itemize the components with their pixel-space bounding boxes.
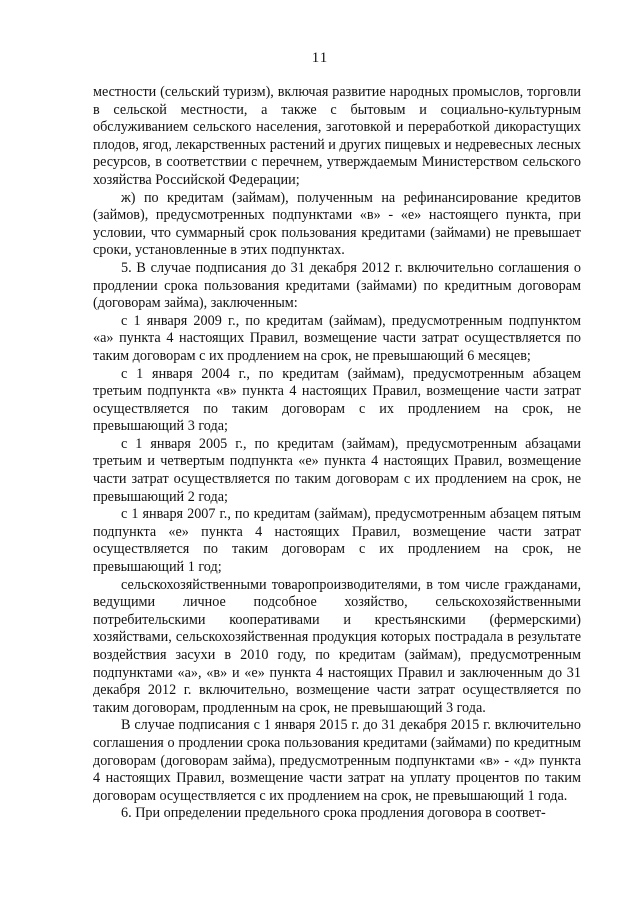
paragraph-item-5: 5. В случае подписания до 31 декабря 2012 г. включительно соглашения о продлении срока пользования кредитами (займами) по кредитным договорам (договорам займа), заключенным: — [93, 259, 581, 312]
paragraph-2005: с 1 января 2005 г., по кредитам (займам), предусмотренным абзацами третьим и четвертым подпункта «е» пункта 4 настоящих Правил, возмещение части затрат осуществляется по таким договорам с их продлением на срок, не превышающий 2 года; — [93, 435, 581, 505]
page-number: 11 — [311, 50, 329, 66]
paragraph-2007: с 1 января 2007 г., по кредитам (займам), предусмотренным абзацем пятым подпункта «е» пункта 4 настоящих Правил, возмещение части затрат осуществляется по таким договорам с их продлением на срок, не превышающий 1 год; — [93, 506, 581, 576]
paragraph-continuation: местности (сельский туризм), включая развитие народных промыслов, торговли в сельской местности, а также с бытовым и социально-культурным обслуживанием сельского населения, заготовкой и переработкой дикорастущих плодов, ягод, лекарственных растений и других пищевых и недревесных лесных ресурсов, в соответствии с перечнем, утверждаемым Министерством сельского хозяйства Российской Федерации; — [93, 84, 581, 188]
paragraph-2015: В случае подписания с 1 января 2015 г. до 31 декабря 2015 г. включительно соглашения о продлении срока пользования кредитами (займами) по кредитным договорам (договорам займа), предусмотренным подпунктами «в» - «д» пункта 4 настоящих Правил, возмещение части затрат на уплату процентов по таким договорам осуществляется с их продлением на срок, не превышающий 1 года. — [93, 717, 581, 804]
paragraph-item-6: 6. При определении предельного срока продления договора в соответ- — [121, 805, 546, 822]
paragraph-2004: с 1 января 2004 г., по кредитам (займам), предусмотренным абзацем третьим подпункта «в» пункта 4 настоящих Правил, возмещение части затрат осуществляется по таким договорам с их продлением на срок, не превышающий 3 года; — [93, 365, 581, 435]
paragraph-2009: с 1 января 2009 г., по кредитам (займам), предусмотренным подпунктом «а» пункта 4 настоящих Правил, возмещение части затрат осуществляется по таким договорам с их продлением на срок, не превышающий 6 месяцев; — [93, 312, 581, 364]
paragraph-subitem-zh: ж) по кредитам (займам), полученным на рефинансирование кредитов (займов), предусмотренных подпунктами «в» - «е» настоящего пункта, при условии, что суммарный срок пользования кредитами (займами) не превышает сроки, установленные в этих подпунктах. — [93, 189, 581, 259]
document-body — [93, 84, 581, 823]
paragraph-drought-2010: сельскохозяйственными товаропроизводителями, в том числе гражданами, ведущими личное подсобное хозяйство, сельскохозяйственными потребительскими кооперативами и крестьянскими (фермерскими) хозяйствами, сельскохозяйственная продукция которых пострадала в результате воздействия засухи в 2010 году, по кредитам (займам), предусмотренным подпунктами «а», «в» и «е» пункта 4 настоящих Правил и заключенным до 31 декабря 2012 г. включительно, возмещение части затрат осуществляется по таким договорам, продленным на срок, не превышающий 3 года. — [93, 576, 581, 716]
